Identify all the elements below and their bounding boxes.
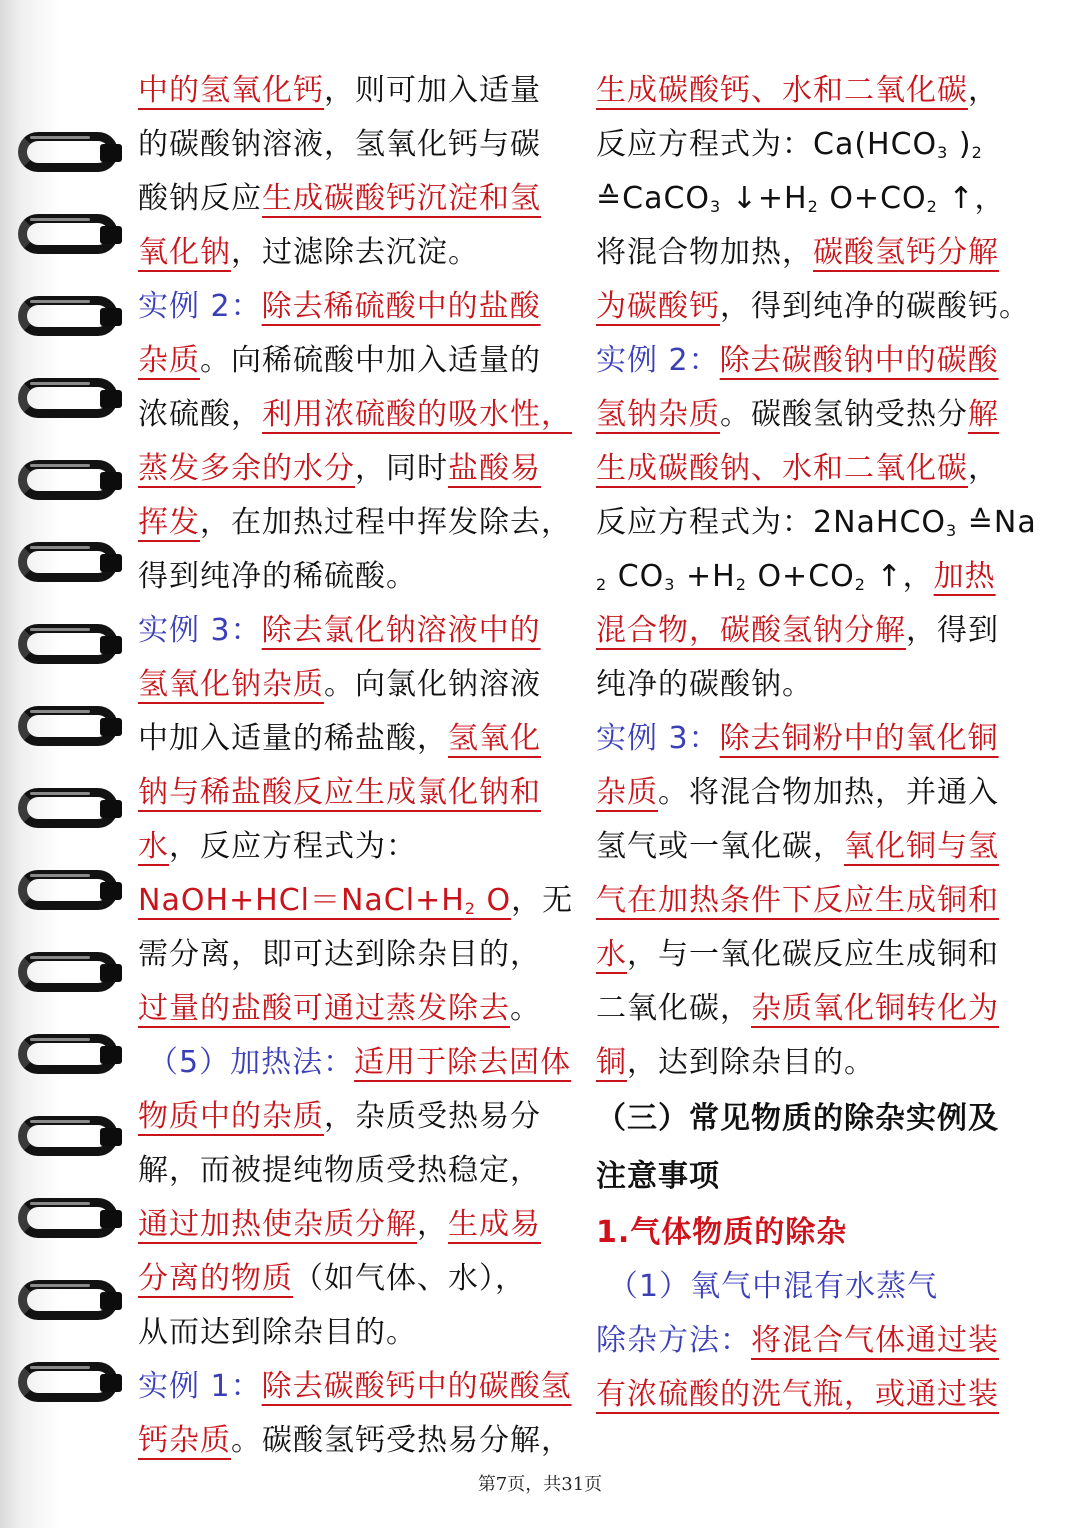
text-line <box>138 604 578 658</box>
text-line: 有浓硫酸的洗气瓶，或通过装 <box>596 1377 999 1412</box>
text-line <box>596 820 1036 874</box>
highlight-text: 适用于除去固体 <box>354 1045 572 1080</box>
text-line <box>596 982 1036 1036</box>
text-line <box>596 280 1036 334</box>
text-line <box>596 388 1036 442</box>
body-text: 。碳酸氢钠受热分 <box>720 397 968 432</box>
text-line: 钠与稀盐酸反应生成氯化钠和 <box>138 775 541 810</box>
highlight-text: 解 <box>968 397 999 432</box>
text-line <box>596 64 1036 118</box>
highlight-text: 杂质 <box>138 343 200 378</box>
example-label: 实例 1： <box>138 1369 262 1404</box>
body-text: （如气体、水）， <box>293 1261 526 1296</box>
binder-ring <box>4 702 126 752</box>
equation-line: 反应方程式为：2NaHCO$_3$ ≙Na <box>596 505 1037 540</box>
body-text: ，在加热过程中挥发除去， <box>200 505 572 540</box>
body-text: ，过滤除去沉淀。 <box>231 235 479 270</box>
method-label: （5）加热法： <box>148 1045 355 1080</box>
highlight-text: 将混合气体通过装 <box>751 1323 999 1358</box>
binder-ring <box>4 1276 126 1326</box>
text-line <box>138 874 578 928</box>
text-line <box>138 226 578 280</box>
binder-ring <box>4 292 126 342</box>
equation: $NaOH+HCl=NaCl+H_2$ O <box>138 883 512 918</box>
highlight-text: 混合物，碳酸氢钠分解 <box>596 613 906 648</box>
text-line: 得到纯净的稀硫酸。 <box>138 559 417 594</box>
highlight-text: 铜 <box>596 1045 627 1080</box>
text-line <box>138 658 578 712</box>
body-text: 酸钠反应 <box>138 181 262 216</box>
highlight-text: 分离的物质 <box>138 1261 293 1296</box>
example-label: 实例 2： <box>596 343 720 378</box>
section-heading: 注意事项 <box>596 1159 720 1194</box>
body-text: ，得到纯净的碳酸钙。 <box>720 289 1030 324</box>
highlight-text: 利用浓硫酸的吸水性， <box>262 397 572 432</box>
body-text: 中加入适量的稀盐酸， <box>138 721 448 756</box>
highlight-text: 氢氧化 <box>448 721 541 756</box>
text-line <box>138 1090 578 1144</box>
binder-ring <box>4 1112 126 1162</box>
highlight-text: 中的氢氧化钙 <box>138 73 324 108</box>
text-line <box>138 820 578 874</box>
text-line <box>138 1414 578 1468</box>
text-line <box>596 604 1036 658</box>
text-line <box>138 712 578 766</box>
binder-ring <box>4 374 126 424</box>
binder-ring <box>4 784 126 834</box>
body-text: ，达到除杂目的。 <box>627 1045 875 1080</box>
text-line <box>138 496 578 550</box>
body-text: ，杂质受热易分 <box>324 1099 541 1134</box>
body-text: ，与一氧化碳反应生成铜和 <box>627 937 999 972</box>
highlight-text: 盐酸易 <box>448 451 541 486</box>
body-text: 。 <box>510 991 541 1026</box>
binder-ring <box>4 948 126 998</box>
text-line <box>596 442 1036 496</box>
highlight-text: 碳酸氢钙分解 <box>813 235 999 270</box>
body-text: 。碳酸氢钙受热易分解， <box>231 1423 572 1458</box>
body-text: 。将混合物加热，并通入 <box>658 775 999 810</box>
binder-ring <box>4 456 126 506</box>
highlight-text: 物质中的杂质 <box>138 1099 324 1134</box>
body-text: ，反应方程式为： <box>169 829 417 864</box>
equation-line: 反应方程式为：$Ca(HCO_3$ )$_2$ <box>596 127 983 162</box>
highlight-text: 生成碳酸钙、水和二氧化碳 <box>596 73 968 108</box>
highlight-text: 除去碳酸钠中的碳酸 <box>719 343 999 378</box>
text-line: 从而达到除杂目的。 <box>138 1315 417 1350</box>
page-number: 第7页，共31页 <box>477 1474 603 1495</box>
body-text: ， <box>968 73 999 108</box>
body-text: ，无 <box>511 883 574 918</box>
highlight-text: 生成易 <box>448 1207 541 1242</box>
binder-ring <box>4 620 126 670</box>
example-label: 实例 2： <box>138 289 262 324</box>
text-line <box>138 334 578 388</box>
highlight-text: 蒸发多余的水分 <box>138 451 355 486</box>
body-text: 浓硫酸， <box>138 397 262 432</box>
text-line: 解，而被提纯物质受热稳定， <box>138 1153 541 1188</box>
highlight-text: 氧化钠 <box>138 235 231 270</box>
body-text: ，则可加入适量 <box>324 73 541 108</box>
body-text: 氢气或一氧化碳， <box>596 829 844 864</box>
body-text: 二氧化碳， <box>596 991 751 1026</box>
binder-ring <box>4 538 126 588</box>
body-text: 。向稀硫酸中加入适量的 <box>200 343 541 378</box>
text-line <box>596 226 1036 280</box>
highlight-text: 生成碳酸钠、水和二氧化碳 <box>596 451 968 486</box>
body-text: ，得到 <box>906 613 999 648</box>
section-heading: （三）常见物质的除杂实例及 <box>596 1101 999 1136</box>
highlight-text: 水 <box>138 829 169 864</box>
body-text: 将混合物加热， <box>596 235 813 270</box>
highlight-text: 通过加热使杂质分解 <box>138 1207 417 1242</box>
text-line <box>596 928 1036 982</box>
body-text: ， <box>968 451 999 486</box>
text-line <box>596 766 1036 820</box>
equation-line: $_2$ $CO_3 +H_2$ $O+CO_2$ ↑，加热 <box>596 559 996 594</box>
equation-line: ≙CaCO$_3$ $↓+H_2$ $O+CO_2$ ↑， <box>596 181 1006 216</box>
highlight-text: 过量的盐酸可通过蒸发除去 <box>138 991 510 1026</box>
subsection-heading: 1.气体物质的除杂 <box>596 1215 848 1250</box>
highlight-text: 除去稀硫酸中的盐酸 <box>261 289 541 324</box>
text-line <box>138 442 578 496</box>
case-heading: （1）氧气中混有水蒸气 <box>608 1269 939 1304</box>
highlight-text: 钙杂质 <box>138 1423 231 1458</box>
text-line: 需分离，即可达到除杂目的， <box>138 937 541 972</box>
method-label: 除杂方法： <box>596 1323 751 1358</box>
highlight-text: 氧化铜与氢 <box>844 829 999 864</box>
text-line <box>138 388 578 442</box>
text-line <box>596 334 1036 388</box>
text-line <box>138 982 578 1036</box>
highlight-text: 为碳酸钙 <box>596 289 720 324</box>
binder-ring <box>4 210 126 260</box>
highlight-text: 除去氯化钠溶液中的 <box>261 613 541 648</box>
binder-ring <box>4 128 126 178</box>
highlight-text: 氢氧化钠杂质 <box>138 667 324 702</box>
text-line: 气在加热条件下反应生成铜和 <box>596 883 999 918</box>
example-label: 实例 3： <box>138 613 262 648</box>
highlight-text: 生成碳酸钙沉淀和氢 <box>262 181 541 216</box>
binder-ring <box>4 1358 126 1408</box>
text-line: 的碳酸钠溶液，氢氧化钙与碳 <box>138 127 541 162</box>
highlight-text: 除去碳酸钙中的碳酸氢 <box>261 1369 572 1404</box>
highlight-text: 氢钠杂质 <box>596 397 720 432</box>
text-line <box>138 1252 578 1306</box>
right-text-column <box>596 64 1036 1422</box>
text-line <box>138 1360 578 1414</box>
body-text: ， <box>417 1207 448 1242</box>
body-text: 。向氯化钠溶液 <box>324 667 541 702</box>
text-line <box>138 1036 578 1090</box>
left-text-column <box>138 64 578 1468</box>
text-line <box>138 280 578 334</box>
example-label: 实例 3： <box>596 721 720 756</box>
text-line <box>138 172 578 226</box>
highlight-text: 水 <box>596 937 627 972</box>
body-text: ，同时 <box>355 451 448 486</box>
binder-ring <box>4 866 126 916</box>
highlight-text: 杂质 <box>596 775 658 810</box>
highlight-text: 除去铜粉中的氧化铜 <box>719 721 999 756</box>
spiral-binding <box>0 0 135 1528</box>
text-line <box>138 1198 578 1252</box>
binder-ring <box>4 1030 126 1080</box>
text-line <box>138 64 578 118</box>
text-line: 纯净的碳酸钠。 <box>596 667 813 702</box>
text-line <box>596 712 1036 766</box>
highlight-text: 加热 <box>933 559 996 594</box>
text-line <box>596 1314 1036 1368</box>
highlight-text: 挥发 <box>138 505 200 540</box>
binder-ring <box>4 1194 126 1244</box>
highlight-text: 杂质氧化铜转化为 <box>751 991 999 1026</box>
text-line <box>596 1036 1036 1090</box>
